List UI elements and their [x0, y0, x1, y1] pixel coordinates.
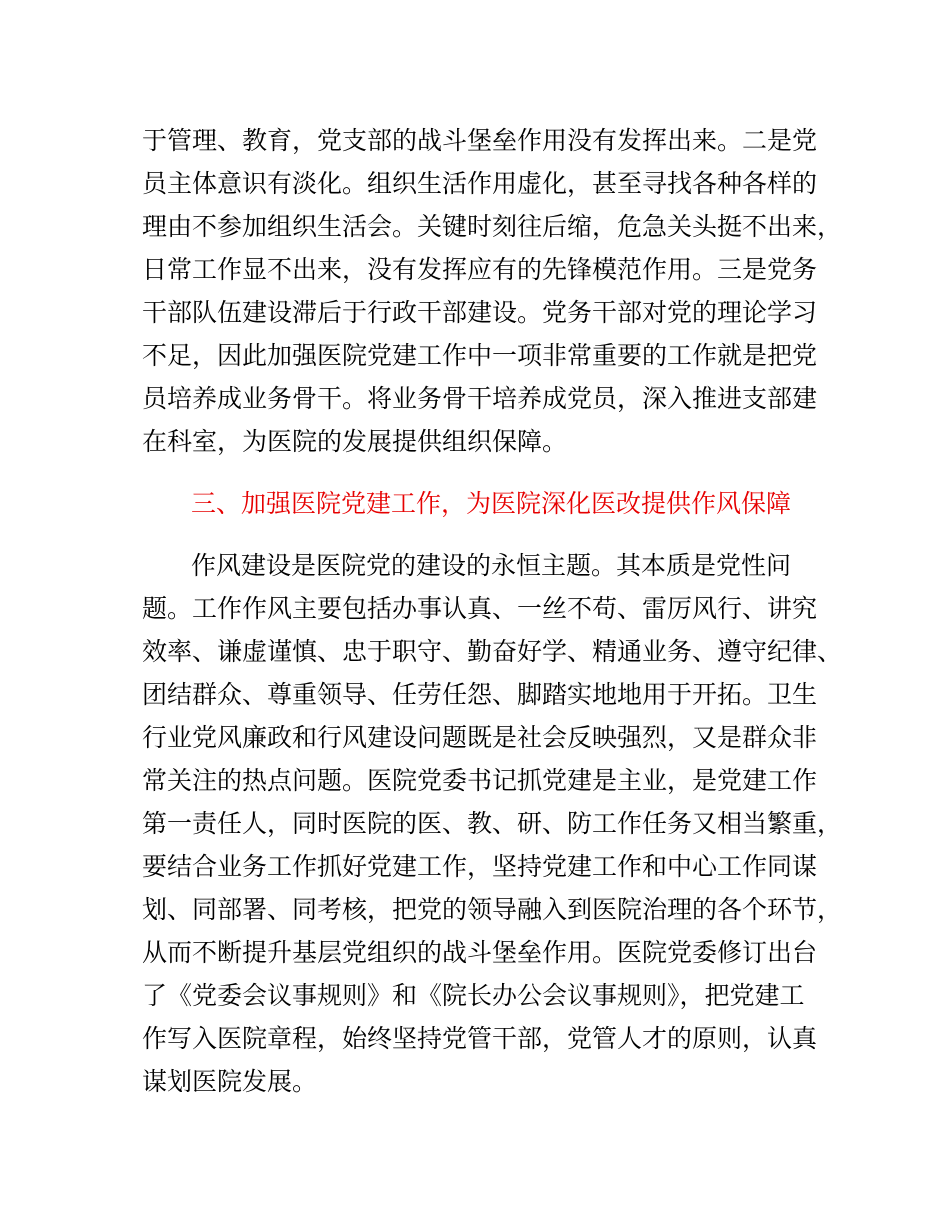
paragraph-line: 从而不断提升基层党组织的战斗堡垒作用。医院党委修订出台 — [142, 938, 818, 967]
paragraph-line: 员主体意识有淡化。组织生活作用虚化，甚至寻找各种各样的 — [142, 169, 818, 198]
paragraph-line: 在科室，为医院的发展提供组织保障。 — [142, 427, 568, 456]
paragraph-line: 作写入医院章程，始终坚持党管干部，党管人才的原则，认真 — [142, 1024, 818, 1053]
paragraph-line: 常关注的热点问题。医院党委书记抓党建是主业，是党建工作 — [142, 766, 818, 795]
paragraph-line: 日常工作显不出来，没有发挥应有的先锋模范作用。三是党务 — [142, 255, 818, 284]
paragraph-line: 作风建设是医院党的建设的永恒主题。其本质是党性问 — [191, 551, 792, 580]
paragraph-line: 谋划医院发展。 — [142, 1067, 318, 1096]
paragraph-line: 团结群众、尊重领导、任劳任怨、脚踏实地地用于开拓。卫生 — [142, 680, 818, 709]
paragraph-line: 不足，因此加强医院党建工作中一项非常重要的工作就是把党 — [142, 341, 818, 370]
paragraph-line: 员培养成业务骨干。将业务骨干培养成党员，深入推进支部建 — [142, 384, 818, 413]
paragraph-line: 效率、谦虚谨慎、忠于职守、勤奋好学、精通业务、遵守纪律、 — [142, 637, 843, 666]
paragraph-line: 划、同部署、同考核，把党的领导融入到医院治理的各个环节， — [142, 895, 843, 924]
paragraph-line: 要结合业务工作抓好党建工作，坚持党建工作和中心工作同谋 — [142, 852, 818, 881]
paragraph-line: 干部队伍建设滞后于行政干部建设。党务干部对党的理论学习 — [142, 298, 818, 327]
paragraph-line: 题。工作作风主要包括办事认真、一丝不苟、雷厉风行、讲究 — [142, 594, 818, 623]
paragraph-line: 了《党委会议事规则》和《院长办公会议事规则》，把党建工 — [142, 981, 805, 1010]
section-heading: 三、加强医院党建工作，为医院深化医改提供作风保障 — [191, 489, 792, 518]
paragraph-line: 于管理、教育，党支部的战斗堡垒作用没有发挥出来。二是党 — [142, 126, 818, 155]
paragraph-line: 第一责任人，同时医院的医、教、研、防工作任务又相当繁重， — [142, 809, 843, 838]
paragraph-line: 行业党风廉政和行风建设问题既是社会反映强烈，又是群众非 — [142, 723, 818, 752]
paragraph-line: 理由不参加组织生活会。关键时刻往后缩，危急关头挺不出来， — [142, 212, 843, 241]
